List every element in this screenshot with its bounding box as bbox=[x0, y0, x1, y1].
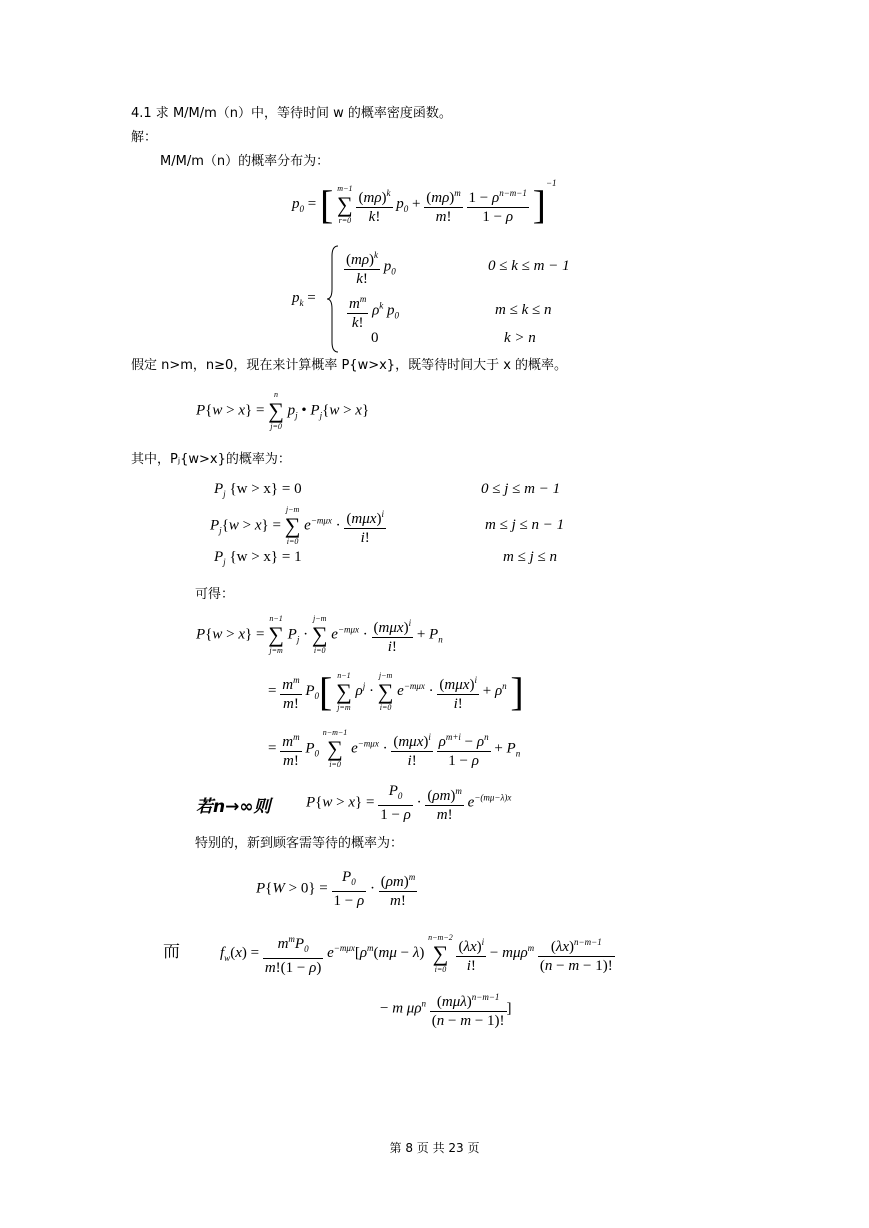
pj-case-1-p: P bbox=[214, 481, 224, 497]
distribution-intro: M/M/m（n）的概率分布为： bbox=[160, 154, 330, 169]
pk-case-1: $\frac{(m\rho)^k}{k!}$ $p_0$ bbox=[344, 246, 396, 288]
pj-case-3-rhs: {w > x} = 1 bbox=[229, 549, 302, 565]
page-footer: 第 8 页 共 23 页 bbox=[389, 1141, 480, 1155]
pj-cond-2: m ≤ j ≤ n − 1 bbox=[485, 517, 565, 533]
and-label: 而 bbox=[163, 942, 180, 962]
solution-label: 解： bbox=[131, 130, 158, 145]
density-formula-line-2: − m $\mu\rho^n$ $\frac{(m\mu\lambda)^{n-m-1}}{(n - m - 1)!}$ ] bbox=[380, 988, 512, 1030]
density-formula-line-1: $f_w(x)$ = $\frac{m^mP_0}{m!(1 - \rho)}$ $e^{-m\mu x}[\rho^m(m\mu - \lambda)$ n−m−2 ∑ i=0 $\frac{(\lambda x)^i}{i!}$ − mμρ$^m$ $\frac{(\lambda x)^{n-m-1}}{(n - m - 1)!}$ bbox=[220, 930, 615, 977]
limit-label: 若n→∞则 bbox=[196, 797, 271, 817]
p0-formula: $p_0$ = [ m−1 ∑ r=0 $\frac{(m\rho)^k}{k!}$ $p_0$ + $\frac{(m\rho)^m}{m!}$ $\frac{1 - \rho^{n-m-1}}{1 - \rho}$ ]$^{-1}$ bbox=[292, 178, 557, 228]
problem-title: 4.1 求 M/M/m（n）中，等待时间 w 的概率密度函数。 bbox=[131, 106, 452, 121]
derivation-line-1: P{w > x} = n−1 ∑ j=m $P_j$ · j−m ∑ i=0 $e^{-m\mu x}$ · $\frac{(m\mu x)^i}{i!}$ + $P_n$ bbox=[196, 614, 443, 655]
special-text: 特别的，新到顾客需等待的概率为： bbox=[195, 836, 404, 851]
pk-cond-2: m ≤ k ≤ n bbox=[495, 302, 552, 318]
limit-formula: P{w > x} = $\frac{P_0}{1 - \rho}$ · $\frac{(\rho m)^m}{m!}$ $e^{-(m\mu-\lambda)x}$ bbox=[306, 783, 512, 823]
pj-case-2: $P_j\{w > x\}$ = j−m ∑ i=0 $e^{-m\mu x}$ · $\frac{(m\mu x)^i}{i!}$ bbox=[210, 505, 384, 546]
pk-brace bbox=[326, 244, 340, 354]
pj-case-3: $P_j$ {w > x} = 1 bbox=[214, 549, 302, 567]
pk-cond-1: 0 ≤ k ≤ m − 1 bbox=[488, 258, 570, 274]
pj-cond-3: m ≤ j ≤ n bbox=[503, 549, 557, 565]
pj-cond-1: 0 ≤ j ≤ m − 1 bbox=[481, 481, 561, 497]
pk-cond-3: k > n bbox=[504, 330, 536, 346]
where-text: 其中，Pⱼ{w>x}的概率为： bbox=[131, 452, 291, 467]
derivation-line-3: = $\frac{m^m}{m!}$ $P_0$ n−m−1 ∑ i=0 $e^{-m\mu x}$ · $\frac{(m\mu x)^i}{i!}$ $\frac{\rho^{m+i} - \rho^n}{1 - \rho}$ + $P_n$ bbox=[268, 728, 521, 769]
assumption-text: 假定 n>m，n≥0，现在来计算概率 P{w>x}，既等待时间大于 x 的概率。 bbox=[131, 358, 568, 373]
pj-case-1: $P_j$ {w > x} = 0 bbox=[214, 481, 302, 499]
derivation-line-2: = $\frac{m^m}{m!}$ $P_0$[ n−1 ∑ j=m $\rho^j$ · j−m ∑ i=0 $e^{-m\mu x}$ · $\frac{(m\mu x)^i}{i!}$ + $\rho^n$ ] bbox=[268, 669, 524, 714]
pk-case-2: $\frac{m^m}{k!}$ $\rho^k$ $p_0$ bbox=[347, 290, 399, 332]
obtain-text: 可得： bbox=[195, 587, 235, 602]
pwx-formula: P{w > x} = n ∑ j=0 $p_j$ • $P_j\{w > x\}$ bbox=[196, 390, 370, 431]
pk-lhs: $p_k$ = bbox=[292, 290, 316, 308]
pj-case-1-rhs: {w > x} = 0 bbox=[229, 481, 302, 497]
pk-case-3: 0 bbox=[371, 330, 379, 346]
pw0-formula: P{W > 0} = $\frac{P_0}{1 - \rho}$ · $\frac{(\rho m)^m}{m!}$ bbox=[256, 869, 416, 909]
